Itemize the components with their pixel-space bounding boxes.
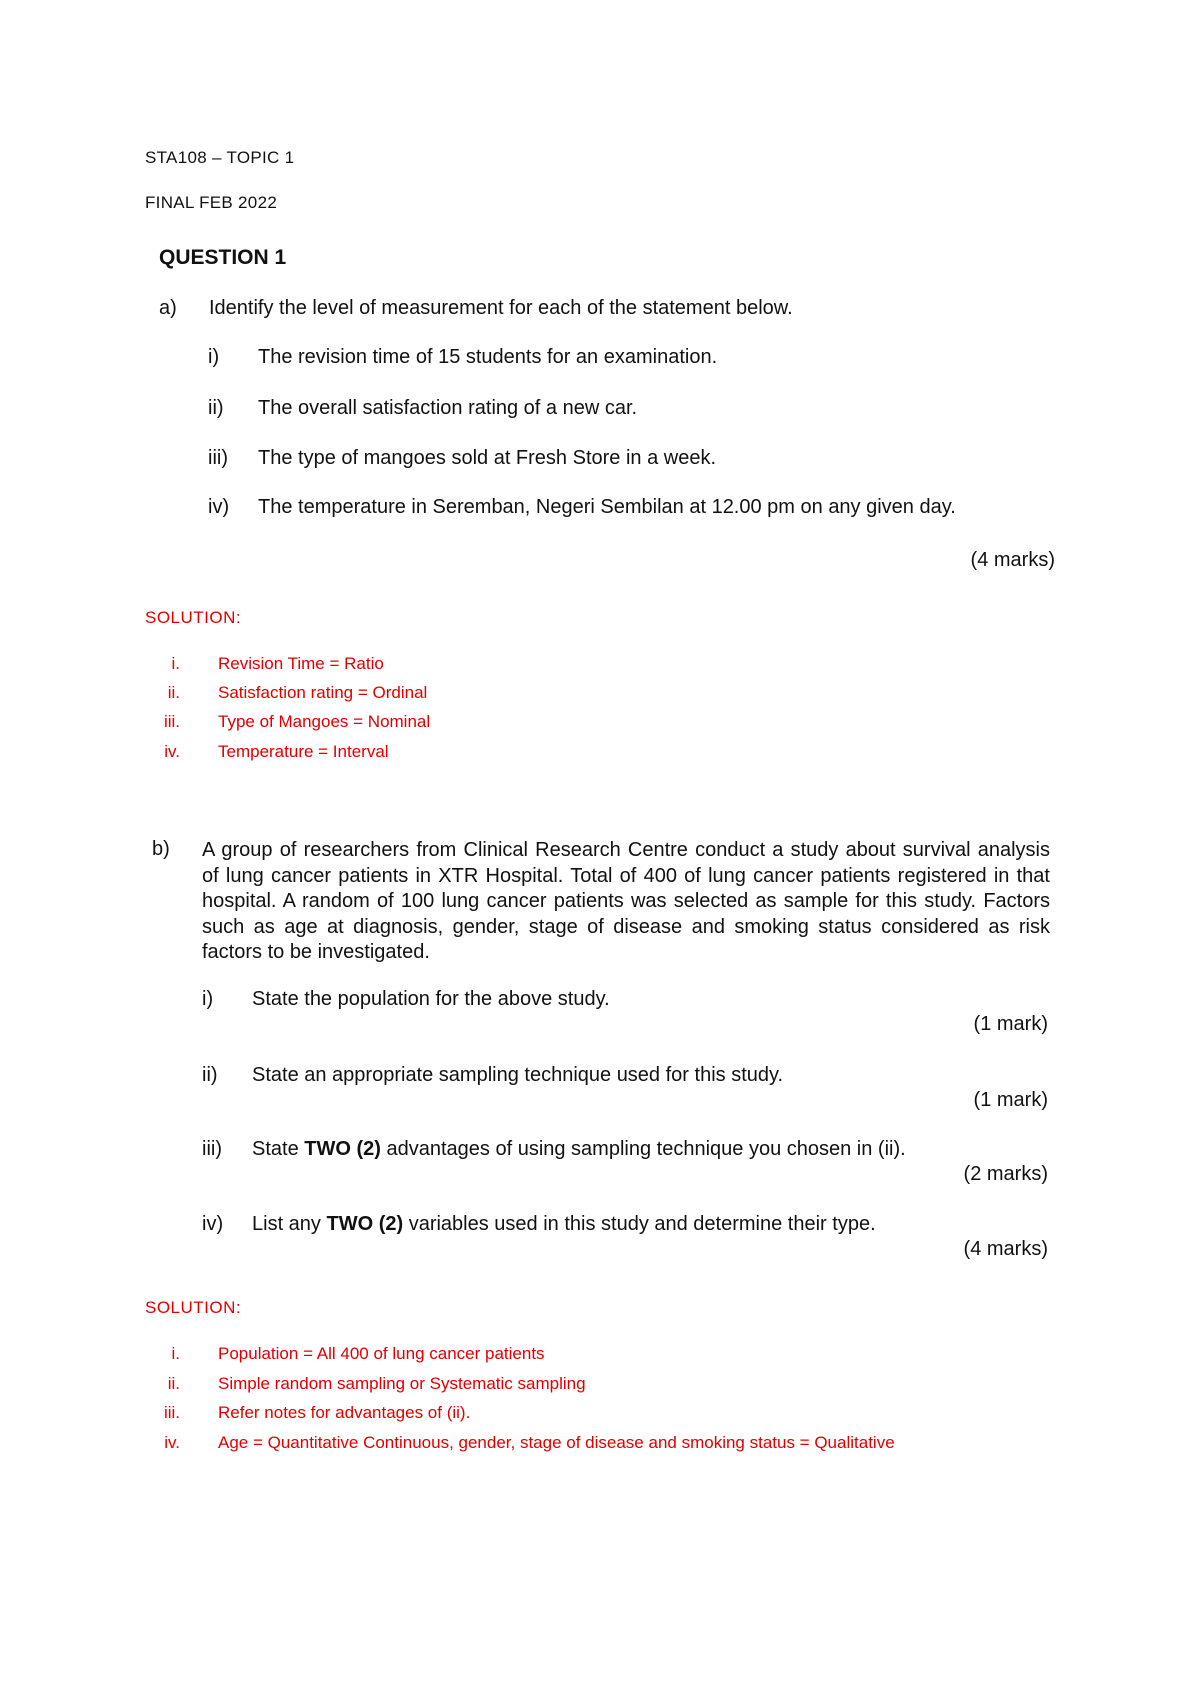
part-a-letter: a): [159, 297, 177, 319]
solution-b-item-num: i.: [171, 1344, 180, 1363]
solution-b-title: SOLUTION:: [145, 1298, 242, 1317]
part-b-item-text: State TWO (2) advantages of using sampling technique you chosen in (ii).: [252, 1138, 906, 1160]
solution-b-item-num: ii.: [167, 1374, 180, 1393]
exam-session: FINAL FEB 2022: [145, 193, 278, 212]
part-a-item-text: The type of mangoes sold at Fresh Store in a week.: [258, 447, 717, 469]
course-topic: STA108 – TOPIC 1: [145, 148, 295, 167]
solution-b-item-text: Refer notes for advantages of (ii).: [218, 1403, 471, 1422]
solution-a-item-text: Temperature = Interval: [218, 742, 389, 761]
solution-a-item-text: Satisfaction rating = Ordinal: [218, 683, 428, 702]
solution-a-item-num: i.: [171, 654, 180, 673]
solution-b-item-text: Age = Quantitative Continuous, gender, stage of disease and smoking status = Qualitative: [218, 1433, 895, 1452]
part-b-item-marks: (4 marks): [963, 1238, 1048, 1260]
solution-a-item-text: Type of Mangoes = Nominal: [218, 712, 431, 731]
part-b-item-num: iii): [202, 1138, 222, 1160]
part-b-item-marks: (1 mark): [973, 1013, 1048, 1035]
solution-a-item-text: Revision Time = Ratio: [218, 654, 384, 673]
part-a-marks: (4 marks): [970, 549, 1055, 571]
part-a-item-text: The revision time of 15 students for an examination.: [258, 346, 718, 368]
solution-b-item-num: iii.: [163, 1403, 180, 1422]
part-a-item-text: The temperature in Seremban, Negeri Sembilan at 12.00 pm on any given day.: [258, 496, 956, 518]
part-b-item-num: i): [202, 988, 214, 1010]
part-b-item-num: ii): [202, 1064, 218, 1086]
part-b-letter: b): [152, 838, 170, 860]
part-b-item-marks: (1 mark): [973, 1089, 1048, 1111]
part-a-item-text: The overall satisfaction rating of a new car.: [258, 397, 638, 419]
part-b-paragraph: A group of researchers from Clinical Research Centre conduct a study about survival analysis of lung cancer patients in XTR Hospital. Total of 400 of lung cancer patients registered in that hospital. A random of 100 lung cancer patients was selected as sample for this study. Factors such as age at diagnosis, gender, stage of disease and smoking status considered as risk factors to be investigated.: [202, 839, 1050, 963]
solution-a-title: SOLUTION:: [145, 608, 242, 627]
part-b-item-text: List any TWO (2) variables used in this study and determine their type.: [252, 1213, 876, 1235]
solution-b-item-text: Simple random sampling or Systematic sampling: [218, 1374, 586, 1393]
solution-a-item-num: iv.: [164, 742, 180, 761]
question-title: QUESTION 1: [159, 246, 287, 269]
part-b-item-marks: (2 marks): [963, 1163, 1048, 1185]
part-a-item-num: ii): [208, 397, 224, 419]
part-b-item-num: iv): [202, 1213, 224, 1235]
part-a-item-num: i): [208, 346, 220, 368]
part-a-prompt: Identify the level of measurement for each of the statement below.: [209, 297, 793, 319]
part-a-item-num: iii): [208, 447, 228, 469]
solution-a-item-num: ii.: [167, 683, 180, 702]
solution-a-item-num: iii.: [163, 712, 180, 731]
solution-b-item-num: iv.: [164, 1433, 180, 1452]
part-b-item-text: State the population for the above study.: [252, 988, 610, 1010]
solution-b-item-text: Population = All 400 of lung cancer patients: [218, 1344, 545, 1363]
part-b-item-text: State an appropriate sampling technique used for this study.: [252, 1064, 784, 1086]
part-a-item-num: iv): [208, 496, 230, 518]
